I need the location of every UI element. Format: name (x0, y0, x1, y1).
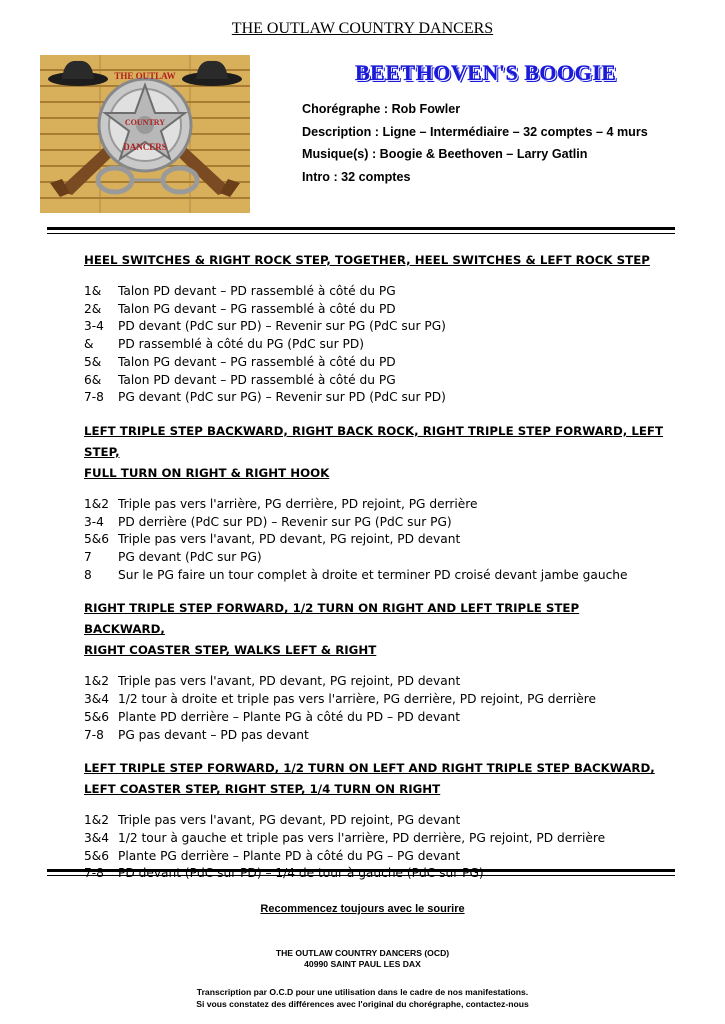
dance-title: BEETHOVEN'S BOOGIE (355, 60, 617, 85)
step-row (84, 727, 664, 745)
logo-text-3: DANCERS (123, 142, 167, 152)
step-row (84, 549, 664, 567)
step-count: 7-8 (84, 390, 104, 405)
logo-text-2: COUNTRY (124, 118, 166, 127)
section-title: LEFT TRIPLE STEP FORWARD, 1/2 TURN ON LEFT AND RIGHT TRIPLE STEP BACKWARD, (84, 761, 655, 776)
club-name: THE OUTLAW COUNTRY DANCERS (231, 20, 494, 37)
club-header (0, 20, 725, 38)
step-row (84, 514, 664, 532)
step-text: 1/2 tour à droite et triple pas vers l'arrière, PG derrière, PD rejoint, PG derrière (118, 692, 596, 707)
step-count: 3&4 (84, 830, 110, 845)
step-row (84, 318, 664, 336)
step-count: 7-8 (84, 866, 104, 881)
step-text: PD rassemblé à côté du PG (PdC sur PD) (118, 337, 364, 352)
step-row (84, 301, 664, 319)
step-count: 5&6 (84, 848, 110, 863)
step-row (84, 372, 664, 390)
step-row (84, 567, 664, 585)
step-text: Triple pas vers l'avant, PD devant, PG rejoint, PD devant (118, 674, 461, 689)
step-row (84, 812, 664, 830)
choreographer: Chorégraphe : Rob Fowler (302, 102, 461, 116)
step-count: 5&6 (84, 532, 110, 547)
section-title: FULL TURN ON RIGHT & RIGHT HOOK (84, 465, 330, 480)
logo-text-1: THE OUTLAW (114, 71, 176, 81)
section-title: LEFT COASTER STEP, RIGHT STEP, 1/4 TURN ON RIGHT (84, 782, 441, 797)
section-title: HEEL SWITCHES & RIGHT ROCK STEP, TOGETHER, HEEL SWITCHES & LEFT ROCK STEP (84, 253, 650, 267)
step-text: Talon PG devant – PG rassemblé à côté du PD (118, 301, 396, 316)
step-text: Triple pas vers l'avant, PD devant, PG rejoint, PD devant (118, 532, 461, 547)
step-row (84, 283, 664, 301)
step-row (84, 673, 664, 691)
step-row (84, 830, 664, 848)
footer-address: 40990 SAINT PAUL LES DAX (304, 959, 421, 969)
step-sheet (84, 250, 664, 883)
footer-note-1: Transcription par O.C.D pour une utilisation dans le cadre de nos manifestations. (196, 987, 529, 997)
step-count: 2& (84, 301, 102, 316)
step-count: 7-8 (84, 727, 104, 742)
step-text: PD devant (PdC sur PD) – Revenir sur PG (PdC sur PG) (118, 319, 446, 334)
step-row (84, 848, 664, 866)
step-row (84, 691, 664, 709)
step-text: PD devant (PdC sur PD) – 1/4 de tour à gauche (PdC sur PG) (118, 866, 484, 881)
step-text: Talon PD devant – PD rassemblé à côté du PG (118, 284, 396, 298)
step-text: Triple pas vers l'avant, PG devant, PD rejoint, PG devant (118, 813, 461, 828)
step-row (84, 336, 664, 354)
step-row (84, 709, 664, 727)
step-count: 1& (84, 284, 102, 298)
section (84, 758, 664, 883)
step-text: PG devant (PdC sur PG) (118, 550, 262, 565)
bottom-divider (47, 869, 675, 872)
step-row (84, 496, 664, 514)
section-title: LEFT TRIPLE STEP BACKWARD, RIGHT BACK ROCK, RIGHT TRIPLE STEP FORWARD, LEFT STEP, (84, 423, 664, 459)
section-title: RIGHT COASTER STEP, WALKS LEFT & RIGHT (84, 643, 377, 658)
step-row (84, 389, 664, 407)
footer-club (0, 948, 725, 970)
section (84, 421, 664, 585)
description: Description : Ligne – Intermédiaire – 32 comptes – 4 murs (302, 124, 648, 139)
step-count: 3-4 (84, 514, 104, 529)
step-count: 5& (84, 354, 102, 369)
club-logo (40, 55, 250, 213)
step-text: 1/2 tour à gauche et triple pas vers l'arrière, PD derrière, PG rejoint, PD derrière (118, 830, 606, 845)
section-title: RIGHT TRIPLE STEP FORWARD, 1/2 TURN ON RIGHT AND LEFT TRIPLE STEP BACKWARD, (84, 601, 580, 637)
closing-message: Recommencez toujours avec le sourire (260, 903, 465, 915)
step-text: PG devant (PdC sur PG) – Revenir sur PD (PdC sur PD) (118, 390, 446, 405)
top-divider (47, 227, 675, 230)
step-text: PG pas devant – PD pas devant (118, 727, 309, 742)
step-count: 7 (84, 550, 92, 565)
step-count: 5&6 (84, 709, 110, 724)
step-text: PD derrière (PdC sur PD) – Revenir sur PG (PdC sur PG) (118, 514, 452, 529)
dance-info (302, 101, 648, 191)
music: Musique(s) : Boogie & Beethoven – Larry Gatlin (302, 147, 588, 161)
step-count: 3&4 (84, 692, 110, 707)
step-count: 8 (84, 567, 92, 582)
footer-notes (0, 986, 725, 1010)
step-count: 3-4 (84, 319, 104, 334)
section (84, 598, 664, 744)
footer-org: THE OUTLAW COUNTRY DANCERS (OCD) (275, 948, 450, 958)
step-count: & (84, 337, 94, 352)
step-count: 1&2 (84, 813, 110, 828)
step-count: 6& (84, 372, 102, 387)
step-text: Triple pas vers l'arrière, PG derrière, PD rejoint, PG derrière (118, 496, 478, 511)
step-count: 1&2 (84, 496, 110, 511)
step-text: Plante PD derrière – Plante PG à côté du PD – PD devant (118, 709, 461, 724)
step-text: Talon PG devant – PG rassemblé à côté du PD (118, 354, 396, 369)
step-text: Talon PD devant – PD rassemblé à côté du PG (118, 372, 396, 387)
step-text: Sur le PG faire un tour complet à droite et terminer PD croisé devant jambe gauche (118, 567, 628, 582)
step-count: 1&2 (84, 674, 110, 689)
step-row (84, 531, 664, 549)
section (84, 250, 664, 407)
step-text: Plante PG derrière – Plante PD à côté du PG – PG devant (118, 848, 461, 863)
step-row (84, 354, 664, 372)
footer-note-2: Si vous constatez des différences avec l'original du chorégraphe, contactez-nous (196, 999, 529, 1009)
intro: Intro : 32 comptes (302, 169, 411, 184)
